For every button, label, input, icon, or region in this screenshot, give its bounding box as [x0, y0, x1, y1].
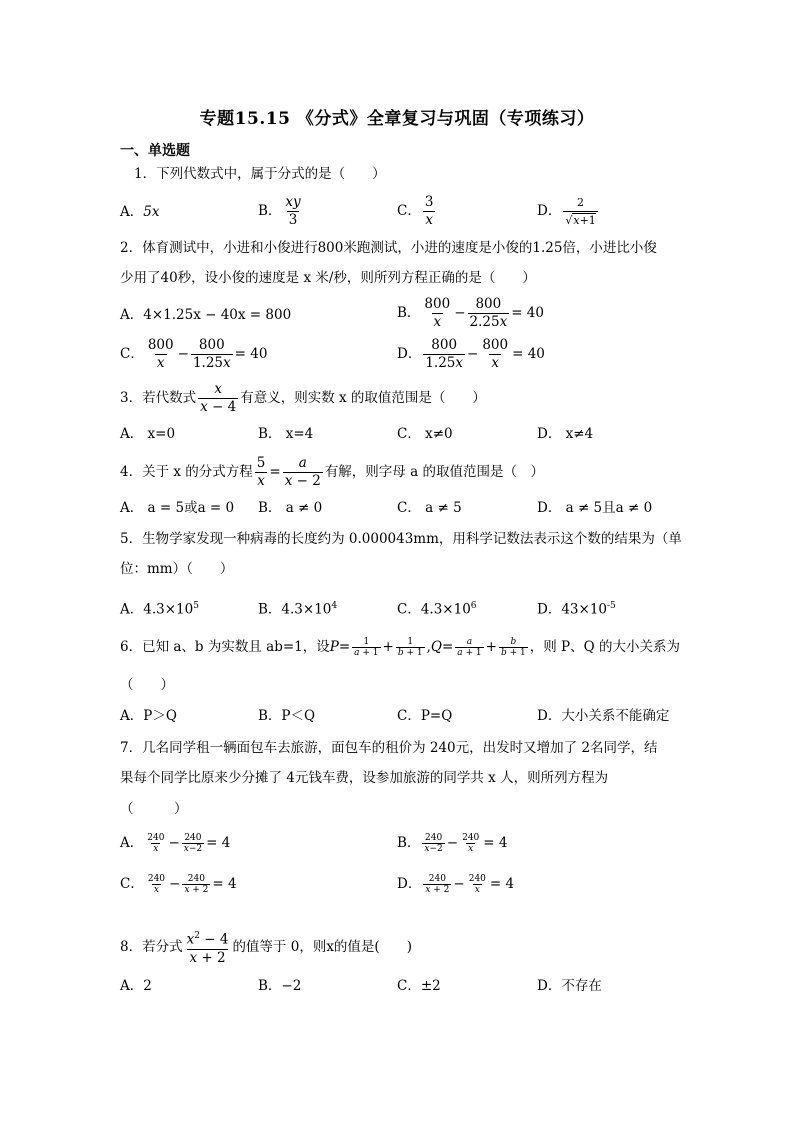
q6-stem: 6．已知 a、b 为实数且 ab=1，设P= $\frac{1}{a + 1}$ + $\frac{1}{b + 1}$ ,Q= $\frac{a}{a + 1}$ + $\frac{b}{b + 1}$ ，则 P、Q 的大小关系为	[120, 637, 680, 658]
q6-option-a[interactable]: A．P＞Q	[120, 708, 177, 724]
q4-stem: 4．关于 x 的分式方程 $\frac{5}{x}$ = $\frac{a}{x - 2}$ 有解，则字母 a 的取值范围是（ ）	[120, 455, 544, 489]
q8-option-b[interactable]: B．−2	[258, 978, 302, 994]
q2-option-d[interactable]: D． $\frac{800}{1.25x}$ − $\frac{800}{x}$ = 40	[397, 337, 545, 371]
q1-option-b[interactable]: B． $\frac{xy}{3}$	[258, 194, 301, 228]
q4-option-a[interactable]: A． a = 5或a = 0	[120, 500, 235, 516]
q7-option-c[interactable]: C． $\frac{240}{x}$ − $\frac{240}{x + 2}$ = 4	[120, 874, 237, 895]
q7-stem-line3: （ ）	[120, 801, 188, 817]
q4-option-c[interactable]: C． a ≠ 5	[397, 500, 462, 516]
q5-stem-line2: 位：mm）（ ）	[120, 561, 234, 577]
q2-stem-line1: 2．体育测试中，小进和小俊进行800米跑测试，小进的速度是小俊的1.25倍，小进比小俊	[120, 240, 657, 256]
q5-option-a[interactable]: A．$4.3\times 10^5$	[120, 601, 199, 618]
q8-stem: 8．若分式 $\frac{x^2 - 4}{x + 2}$ 的值等于 0，则x的值是( )	[120, 931, 412, 966]
q2-option-a[interactable]: A．4×1.25x − 40x = 800	[120, 307, 292, 323]
q4-option-b[interactable]: B． a ≠ 0	[258, 500, 323, 516]
q8-option-c[interactable]: C．±2	[397, 978, 441, 994]
page-title: 专题15.15 《分式》全章复习与巩固（专项练习）	[199, 109, 595, 129]
q4-option-d[interactable]: D． a ≠ 5且a ≠ 0	[537, 500, 653, 516]
q7-stem-line2: 果每个同学比原来少分摊了 4元钱车费，设参加旅游的同学共 x 人，则所列方程为	[120, 770, 609, 786]
q6-stem-line2: （ ）	[120, 677, 174, 693]
section-heading: 一、单选题	[120, 143, 190, 159]
q2-option-c[interactable]: C． $\frac{800}{x}$ − $\frac{800}{1.25x}$ = 40	[120, 337, 268, 371]
q3-option-b[interactable]: B． x=4	[258, 426, 314, 442]
q7-option-a[interactable]: A． $\frac{240}{x}$ − $\frac{240}{x-2}$ = 4	[120, 833, 231, 854]
q1-option-c[interactable]: C． $\frac{3}{x}$	[397, 194, 434, 228]
q3-option-a[interactable]: A． x=0	[120, 426, 176, 442]
q3-option-c[interactable]: C． x≠0	[397, 426, 453, 442]
q5-stem-line1: 5．生物学家发现一种病毒的长度约为 0.000043mm，用科学记数法表示这个数的结果为（单	[120, 531, 682, 547]
q3-stem: 3．若代数式 $\frac{x}{x - 4}$ 有意义，则实数 x 的取值范围是（ ）	[120, 381, 486, 415]
q2-stem-line2: 少用了40秒，设小俊的速度是 x 米/秒，则所列方程正确的是（ ）	[120, 270, 536, 286]
q7-option-b[interactable]: B． $\frac{240}{x-2}$ − $\frac{240}{x}$ = 4	[397, 833, 508, 854]
q1-option-a[interactable]: A．5x	[120, 204, 160, 220]
q3-option-d[interactable]: D． x≠4	[537, 426, 594, 442]
q8-option-a[interactable]: A．2	[120, 978, 152, 994]
q2-option-b[interactable]: B． $\frac{800}{x}$ − $\frac{800}{2.25x}$ = 40	[397, 296, 544, 330]
q5-option-b[interactable]: B．$4.3\times 10^4$	[258, 601, 338, 618]
q5-option-d[interactable]: D．$43\times 10^{-5}$	[537, 601, 616, 618]
q6-option-d[interactable]: D．大小关系不能确定	[537, 708, 670, 724]
q8-option-d[interactable]: D．不存在	[537, 978, 602, 994]
q6-option-b[interactable]: B．P＜Q	[258, 708, 316, 724]
q6-option-c[interactable]: C．P=Q	[397, 708, 453, 724]
q1-stem: 1．下列代数式中，属于分式的是（ ）	[134, 166, 386, 182]
q1-option-d[interactable]: D． $\frac{2}{√x+1}$	[537, 196, 596, 227]
q5-option-c[interactable]: C．$4.3\times 10^6$	[397, 601, 477, 618]
q7-stem-line1: 7．几名同学租一辆面包车去旅游，面包车的租价为 240元，出发时又增加了 2名同学，结	[120, 740, 658, 756]
q7-option-d[interactable]: D． $\frac{240}{x + 2}$ − $\frac{240}{x}$ = 4	[397, 874, 515, 895]
